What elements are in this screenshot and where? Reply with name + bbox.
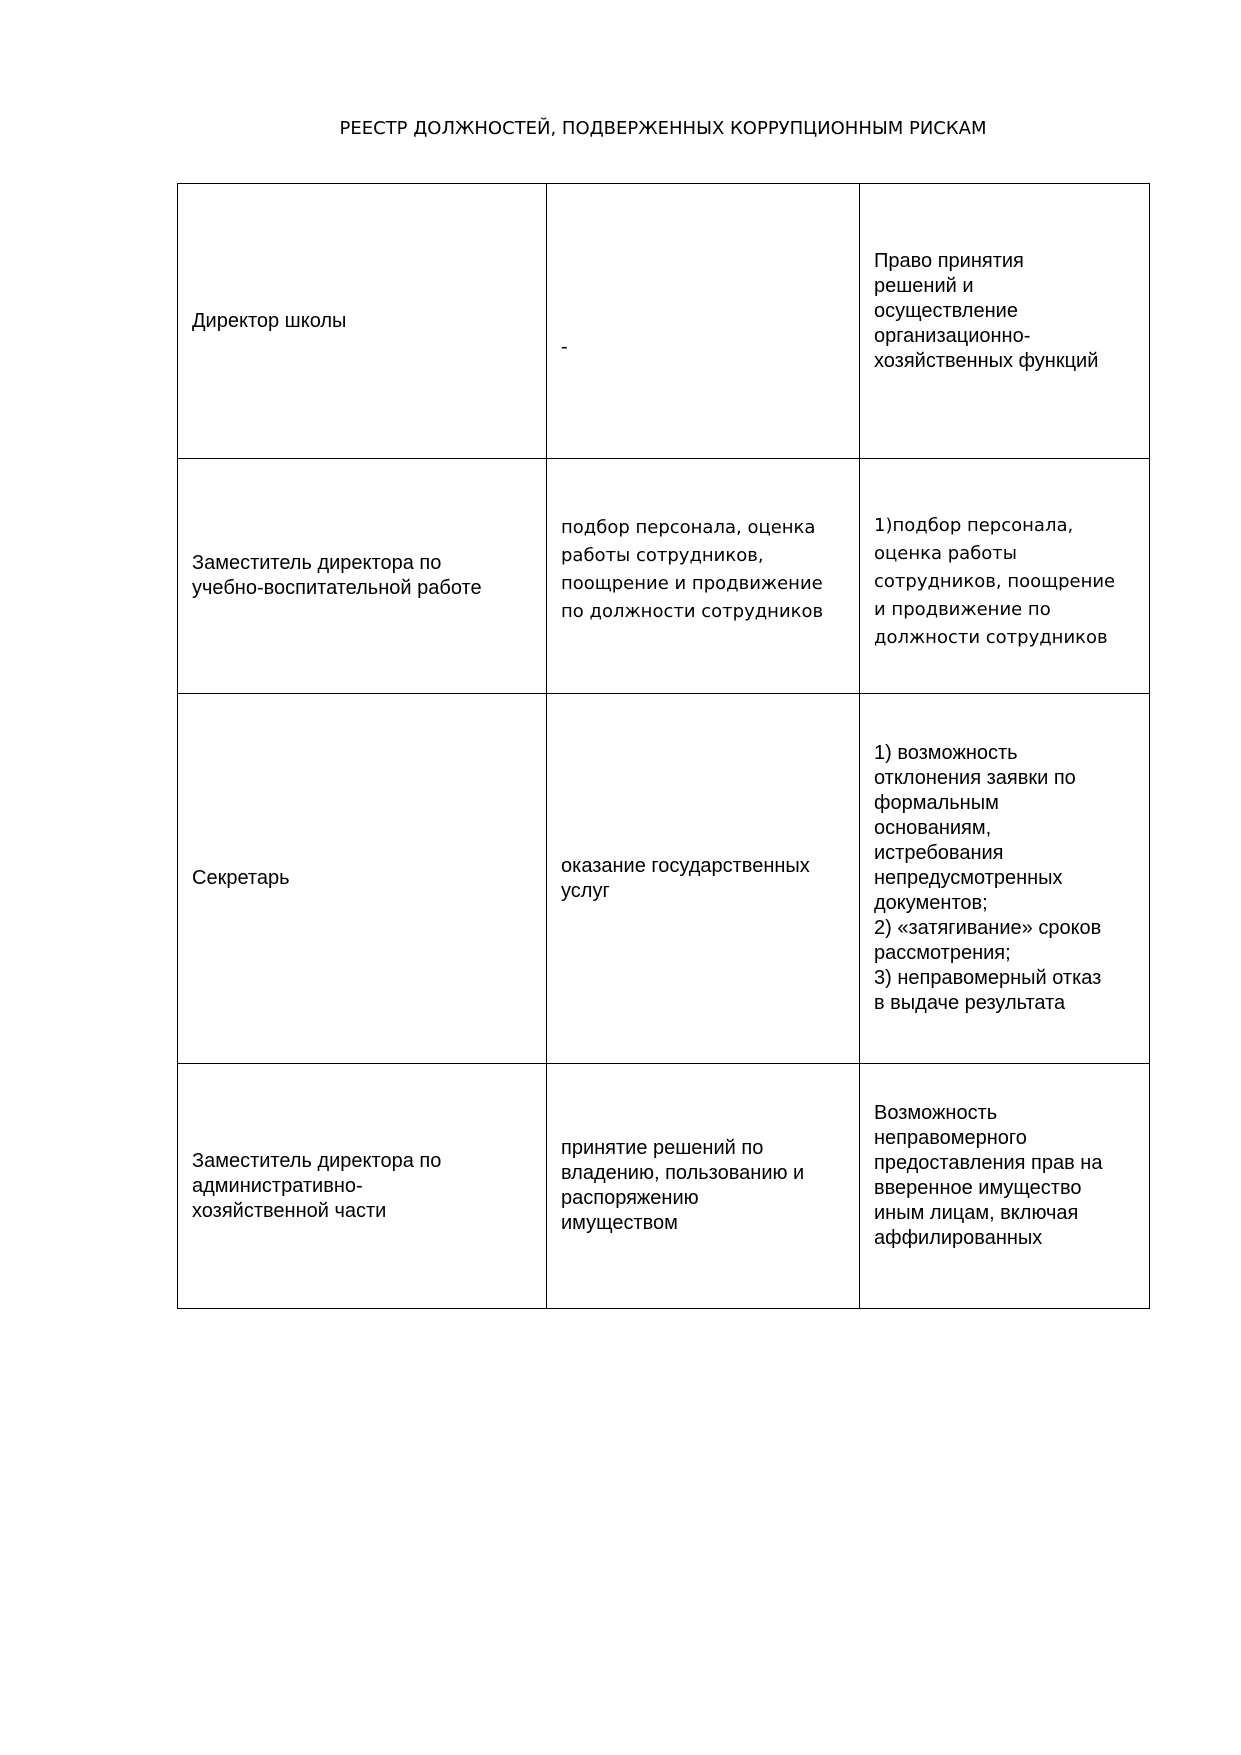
- functions-text: принятие решений по владению, пользованию и распоряжению имуществом: [561, 1137, 805, 1234]
- position-cell: [178, 459, 547, 694]
- risks-cell: [860, 459, 1150, 694]
- functions-text: оказание государственных услуг: [561, 854, 810, 902]
- position-text: Заместитель директора по административно- хозяйственной части: [192, 1149, 442, 1222]
- risks-text: Возможность неправомерного предоставления прав на вверенное имущество иным лицам, включая аффилированных: [874, 1102, 1103, 1249]
- risks-text: 1) возможность отклонения заявки по формальным основаниям, истребования непредусмотренных документов; 2) «затягивание» сроков рассмотрения; 3) неправомерный отказ в выдаче результата: [874, 742, 1102, 1014]
- risks-cell: [860, 1064, 1150, 1309]
- functions-text: -: [561, 335, 568, 358]
- registry-table: [177, 183, 1150, 1309]
- position-cell: [178, 184, 547, 459]
- functions-cell: [547, 459, 860, 694]
- table-row: [178, 459, 1150, 694]
- risks-text: 1)подбор персонала, оценка работы сотрудников, поощрение и продвижение по должности сотрудников: [874, 515, 1116, 648]
- position-text: Директор школы: [192, 309, 347, 332]
- document-title: РЕЕСТР ДОЛЖНОСТЕЙ, ПОДВЕРЖЕННЫХ КОРРУПЦИОННЫМ РИСКАМ: [339, 118, 987, 139]
- functions-cell: [547, 1064, 860, 1309]
- functions-cell: [547, 694, 860, 1064]
- functions-cell: [547, 184, 860, 459]
- position-text: Секретарь: [192, 867, 290, 889]
- risks-cell: [860, 694, 1150, 1064]
- functions-text: подбор персонала, оценка работы сотрудников, поощрение и продвижение по должности сотрудников: [561, 517, 824, 622]
- table-row: [178, 184, 1150, 459]
- position-text: Заместитель директора по учебно-воспитательной работе: [192, 552, 482, 599]
- table-row: [178, 1064, 1150, 1309]
- position-cell: [178, 694, 547, 1064]
- position-cell: [178, 1064, 547, 1309]
- risks-cell: [860, 184, 1150, 459]
- table-row: [178, 694, 1150, 1064]
- risks-text: Право принятия решений и осуществление организационно- хозяйственных функций: [874, 249, 1099, 372]
